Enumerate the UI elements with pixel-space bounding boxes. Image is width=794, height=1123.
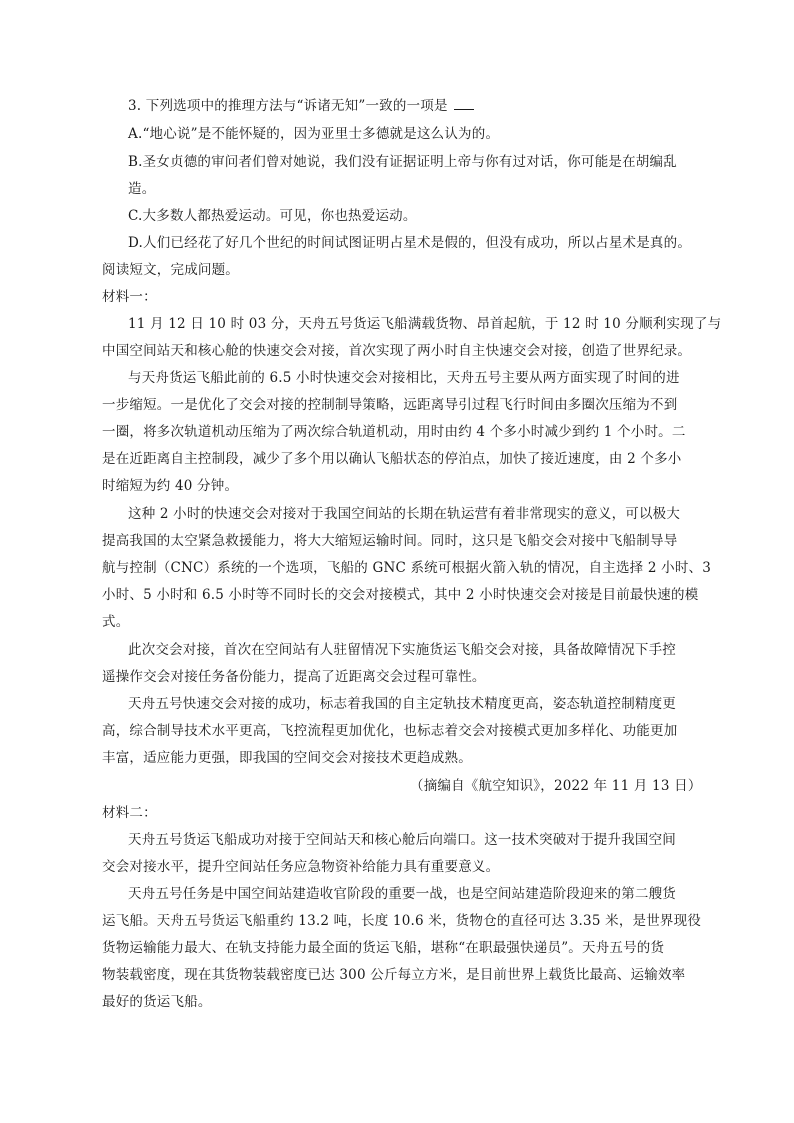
material-2-heading: 材料二： xyxy=(102,805,157,821)
material-1-line: 小时、5 小时和 6.5 小时等不同时长的交会对接模式，其中 2 小时快速交会对接是目前最快速的模 xyxy=(102,587,699,603)
option-c: C.大多数人都热爱运动。可见，你也热爱运动。 xyxy=(128,208,417,224)
question-stem xyxy=(128,96,474,116)
material-1-line: 天舟五号快速交会对接的成功，标志着我国的自主定轨技术精度更高，姿态轨道控制精度更 xyxy=(128,696,676,712)
material-1-line: 提高我国的太空紧急救援能力，将大大缩短运输时间。同时，这只是飞船交会对接中飞船制导导 xyxy=(102,533,678,549)
material-1-line: 是在近距离自主控制段，减少了多个用以确认飞船状态的停泊点，加快了接近速度，由 2 个多小 xyxy=(102,451,682,467)
material-1-heading: 材料一： xyxy=(102,289,157,305)
material-1-line: 航与控制（CNC）系统的一个选项，飞船的 GNC 系统可根据火箭入轨的情况，自主选择 2 小时、3 xyxy=(102,560,712,576)
material-1-line: 一步缩短。一是优化了交会对接的控制制导策略，远距离导引过程飞行时间由多圈次压缩为不到 xyxy=(102,397,678,413)
material-2-line: 天舟五号任务是中国空间站建造收官阶段的重要一战，也是空间站建造阶段迎来的第二艘货 xyxy=(128,886,676,902)
material-1-line: 这种 2 小时的快速交会对接对于我国空间站的长期在轨运营有着非常现实的意义，可以极大 xyxy=(128,506,681,522)
material-2-line: 物装载密度，现在其货物装载密度已达 300 公斤每立方米，是目前世界上载货比最高、运输效率 xyxy=(102,967,686,983)
material-1-line: 式。 xyxy=(102,614,130,630)
material-1-line: 丰富，适应能力更强，即我国的空间交会对接技术更趋成熟。 xyxy=(102,750,472,766)
material-1-line: 11 月 12 日 10 时 03 分，天舟五号货运飞船满载货物、昂首起航，于 12 时 10 分顺利实现了与 xyxy=(128,316,722,332)
material-1-line: 与天舟货运飞船此前的 6.5 小时快速交会对接相比，天舟五号主要从两方面实现了时间的进 xyxy=(128,370,680,386)
material-2-line: 运飞船。天舟五号货运飞船重约 13.2 吨，长度 10.6 米，货物仓的直径可达 3.35 米，是世界现役 xyxy=(102,913,702,929)
material-1-line: 时缩短为约 40 分钟。 xyxy=(102,478,239,494)
answer-blank[interactable] xyxy=(454,99,474,110)
material-2-line: 交会对接水平，提升空间站任务应急物资补给能力具有重要意义。 xyxy=(102,859,500,875)
material-1-line: 此次交会对接，首次在空间站有人驻留情况下实施货运飞船交会对接，具备故障情况下手控 xyxy=(128,642,676,658)
option-b-line-2: 造。 xyxy=(128,181,156,197)
material-1-line: 高，综合制导技术水平更高，飞控流程更加优化，也标志着交会对接模式更加多样化、功能更加 xyxy=(102,723,678,739)
material-2-line: 天舟五号货运飞船成功对接于空间站天和核心舱后向端口。这一技术突破对于提升我国空间 xyxy=(128,832,676,848)
material-2-line: 最好的货运飞船。 xyxy=(102,994,212,1010)
option-b-line-1: B.圣女贞德的审问者们曾对她说，我们没有证据证明上帝与你有过对话，你可能是在胡编乱 xyxy=(128,154,677,170)
material-2-line: 货物运输能力最大、在轨支持能力最全面的货运飞船，堪称“在职最强快递员”。天舟五号的货 xyxy=(102,940,665,956)
material-1-line: 遥操作交会对接任务备份能力，提高了近距离交会过程可靠性。 xyxy=(102,669,486,685)
question-stem-text: 3. 下列选项中的推理方法与“诉诸无知”一致的一项是 xyxy=(128,98,448,114)
reading-instruction: 阅读短文，完成问题。 xyxy=(102,262,239,278)
material-1-line: 一圈，将多次轨道机动压缩为了两次综合轨道机动，用时由约 4 个多小时减少到约 1 个小时。二 xyxy=(102,424,686,440)
material-1-line: 中国空间站天和核心舱的快速交会对接，首次实现了两小时自主快速交会对接，创造了世界纪录。 xyxy=(102,343,692,359)
option-d: D.人们已经花了好几个世纪的时间试图证明占星术是假的，但没有成功，所以占星术是真的。 xyxy=(128,235,692,251)
option-a: A.“地心说”是不能怀疑的，因为亚里士多德就是这么认为的。 xyxy=(128,126,500,142)
material-1-source: （摘编自《航空知识》，2022 年 11 月 13 日） xyxy=(410,778,702,794)
